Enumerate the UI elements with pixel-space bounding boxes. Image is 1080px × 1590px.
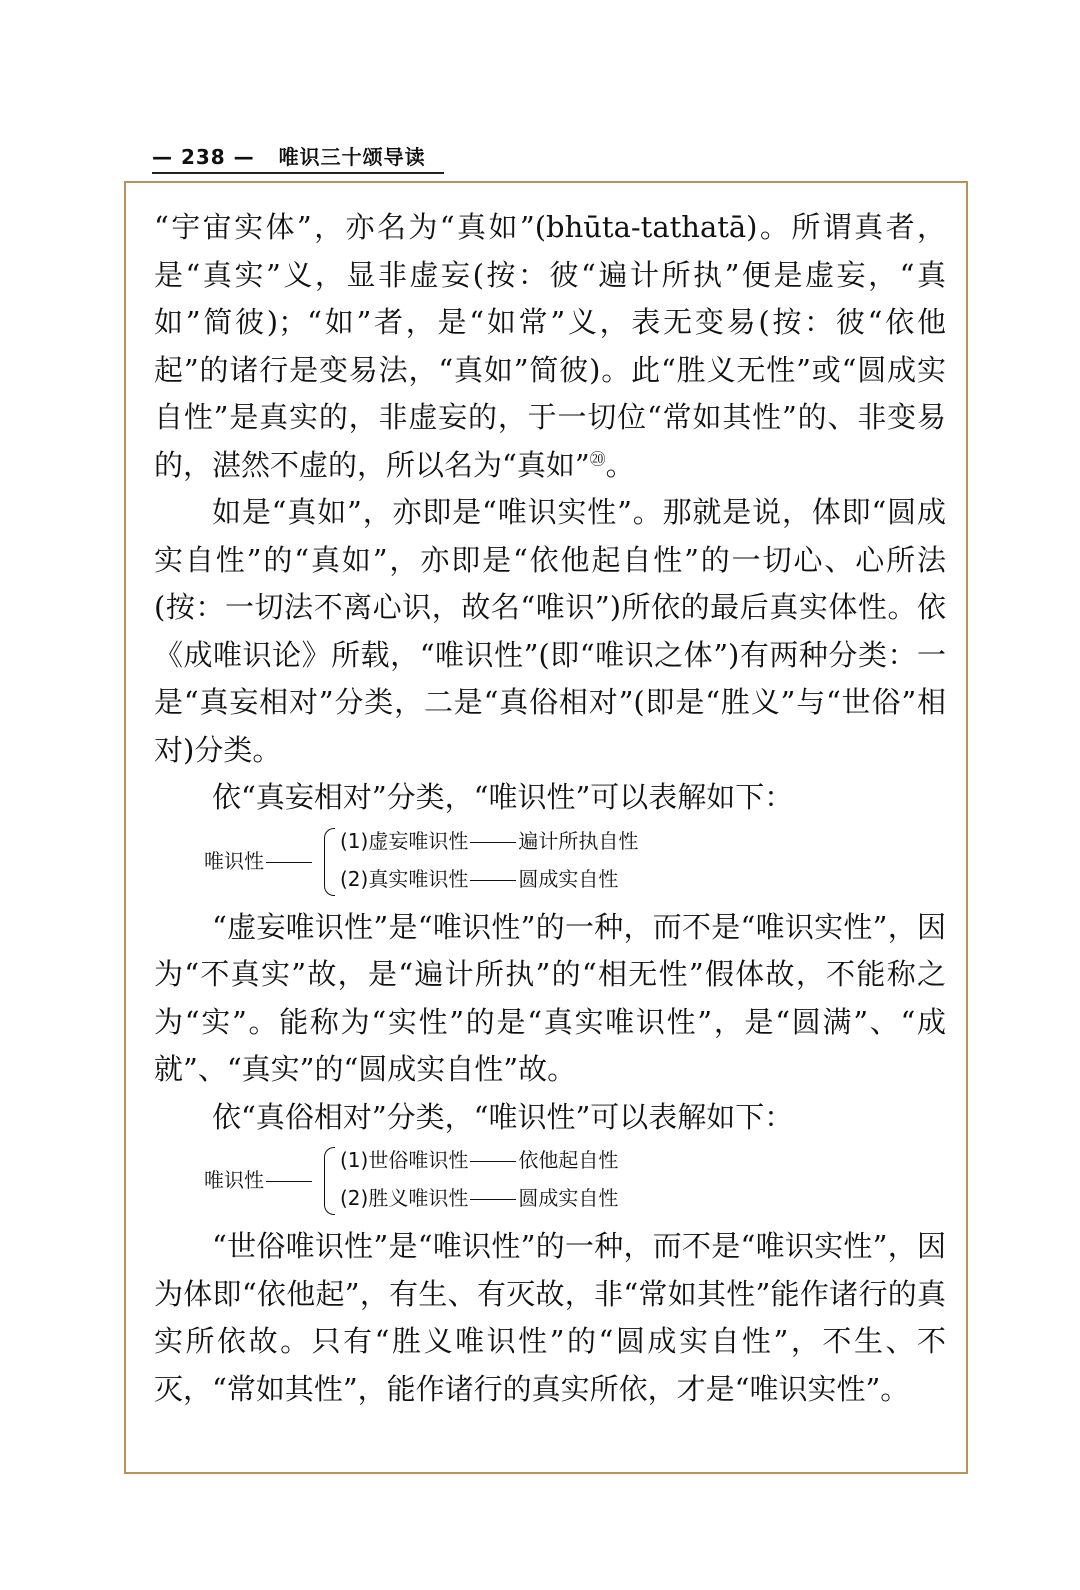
paragraph-4: “虚妄唯识性”是“唯识性”的一种，而不是“唯识实性”，因为“不真实”故，是“遍计所执”的“相无性”假体故，不能称之为“实”。能称为“实性”的是“真实唯识性”，是“圆满”、“成就”、“真实”的“圆成实自性”故。 xyxy=(154,909,946,1086)
footnote-marker: ⑳ xyxy=(589,448,606,468)
dash-line xyxy=(470,1199,516,1200)
book-title: 唯识三十颂导读 xyxy=(278,145,426,169)
row-right: 遍计所执自性 xyxy=(518,828,639,853)
paragraph-2: 如是“真如”，亦即是“唯识实性”。那就是说，体即“圆成实自性”的“真如”，亦即是“依他起自性”的一切心、心所法(按：一切法不离心识，故名“唯识”)所依的最后真实体性。依《成唯识论》所载，“唯识性”(即“唯识之体”)有两种分类：一是“真妄相对”分类，二是“真俗相对”(即是“胜义”与“世俗”相对)分类。 xyxy=(154,495,946,767)
paragraph-1-text: “宇宙实体”，亦名为“真如”(bhūta-tathatā)。所谓真者，是“真实”义，显非虚妄(按：彼“遍计所执”便是虚妄，“真如”简彼)；“如”者，是“如常”义，表无变易(按：彼“依他起”的诸行是变易法，“真如”简彼)。此“胜义无性”或“圆成实自性”是真实的，非虚妄的，于一切位“常如其性”的、非变易的，湛然不虚的，所以名为“真如” xyxy=(154,210,946,482)
table-row xyxy=(340,860,618,898)
table-root-label: 唯识性 xyxy=(204,1161,312,1199)
brace-icon xyxy=(324,828,335,896)
paragraph-3: 依“真妄相对”分类，“唯识性”可以表解如下： xyxy=(212,780,794,814)
paragraph-1-end: 。 xyxy=(605,447,635,482)
classification-table-2 xyxy=(154,1141,946,1223)
table-row xyxy=(340,822,638,860)
classification-table-1 xyxy=(154,822,946,904)
table-row xyxy=(340,1141,618,1179)
page-body xyxy=(154,204,946,1413)
row-left: (1)虚妄唯识性 xyxy=(340,828,469,853)
row-left: (2)胜义唯识性 xyxy=(340,1186,469,1210)
dash-line xyxy=(470,1161,516,1162)
brace-icon xyxy=(324,1147,335,1215)
page-number: — 238 — xyxy=(152,145,255,169)
row-left: (2)真实唯识性 xyxy=(340,866,469,891)
table-root-label: 唯识性 xyxy=(204,842,312,880)
paragraph-5: 依“真俗相对”分类，“唯识性”可以表解如下： xyxy=(212,1099,794,1134)
row-right: 圆成实自性 xyxy=(518,866,619,891)
row-right: 圆成实自性 xyxy=(518,1186,619,1210)
row-left: (1)世俗唯识性 xyxy=(340,1148,469,1172)
dash-line xyxy=(470,842,516,843)
paragraph-6: “世俗唯识性”是“唯识性”的一种，而不是“唯识实性”，因为体即“依他起”，有生、有灭故，非“常如其性”能作诸行的真实所依故。只有“胜义唯识性”的“圆成实自性”，不生、不灭，“常如其性”，能作诸行的真实所依，才是“唯识实性”。 xyxy=(154,1229,946,1406)
paragraph-1 xyxy=(154,204,946,489)
table-row xyxy=(340,1179,618,1217)
running-header xyxy=(152,142,444,174)
dash-line xyxy=(470,880,516,881)
row-right: 依他起自性 xyxy=(518,1148,619,1172)
